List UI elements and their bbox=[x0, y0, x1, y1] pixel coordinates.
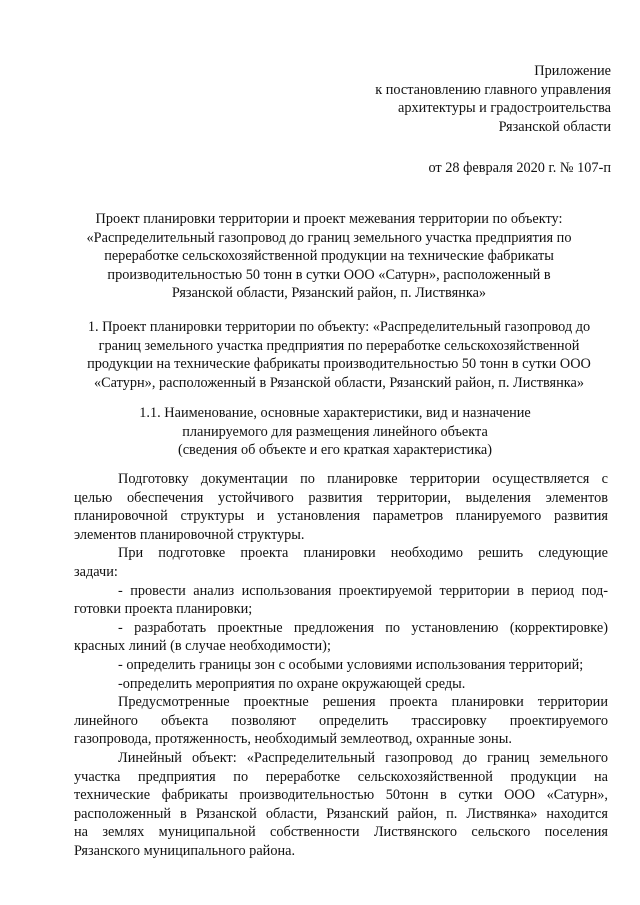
document-title bbox=[70, 210, 588, 303]
appendix-header bbox=[191, 62, 611, 178]
body-line: газопровода, протяженность, необходимый землеотвод, охранные зоны. bbox=[74, 731, 512, 748]
body-line: При подготовке проекта планировки необходимо решить следующие bbox=[118, 545, 608, 562]
appendix-line: архитектуры и градостроительства bbox=[397, 100, 611, 117]
body-line: участка предприятия по переработке сельскохозяйственной продукции на bbox=[74, 768, 608, 785]
title-line: Проект планировки территории и проект межевания территории по объекту: bbox=[95, 211, 563, 227]
appendix-date: от 28 февраля 2020 г. № 107-п bbox=[428, 160, 611, 177]
body-line: - определить границы зон с особыми условиями использования территорий; bbox=[118, 656, 584, 673]
section-1-1-line: (сведения об объекте и его краткая характеристика) bbox=[177, 442, 493, 459]
title-line: производительностью 50 тонн в сутки ООО «Сатурн», расположенный в bbox=[107, 266, 551, 283]
body-text bbox=[74, 470, 608, 860]
body-line: на землях муниципальной собственности Листвянского сельского поселения bbox=[74, 824, 608, 841]
body-line: - разработать проектные предложения по установлению (корректировке) bbox=[118, 619, 608, 636]
body-line: расположенный в Рязанской области, Рязанский район, п. Листвянка» находится bbox=[74, 805, 608, 822]
appendix-line: к постановлению главного управления bbox=[375, 81, 611, 98]
section-1-1-line: планируемого для размещения линейного объекта bbox=[182, 423, 488, 440]
body-line: готовки проекта планировки; bbox=[74, 601, 253, 618]
body-line: Линейный объект: «Распределительный газопровод до границ земельного bbox=[118, 749, 608, 766]
body-line: элементов планировочной структуры. bbox=[74, 526, 305, 543]
body-line: Рязанского муниципального района. bbox=[74, 842, 296, 859]
body-line: планировочной структуры и установления параметров планируемого развития bbox=[74, 508, 608, 525]
body-line: линейного объекта позволяют определить трассировку проектируемого bbox=[74, 712, 608, 729]
body-line: - провести анализ использования проектируемой территории в период под- bbox=[118, 582, 608, 599]
body-line: задачи: bbox=[74, 563, 118, 580]
section-1-1-line: 1.1. Наименование, основные характеристики, вид и назначение bbox=[139, 405, 531, 421]
section-1-1-heading bbox=[70, 404, 600, 460]
section-1-line: «Сатурн», расположенный в Рязанской области, Рязанский район, п. Листвянка» bbox=[94, 374, 584, 391]
title-line: переработке сельскохозяйственной продукции на технические фабрикаты bbox=[104, 248, 554, 265]
body-line: -определить мероприятия по охране окружающей среды. bbox=[118, 675, 466, 692]
body-line: технические фабрикаты производительностью 50тонн в сутки ООО «Сатурн», bbox=[74, 787, 608, 804]
body-line: красных линий (в случае необходимости); bbox=[74, 638, 331, 655]
body-line: Подготовку документации по планировке территории осуществляется с bbox=[118, 471, 608, 487]
appendix-line: Рязанской области bbox=[498, 118, 611, 135]
title-line: «Распределительный газопровод до границ земельного участка предприятия по bbox=[86, 229, 572, 246]
section-1-heading bbox=[70, 318, 608, 392]
section-1-line: 1. Проект планировки территории по объекту: «Распределительный газопровод до bbox=[87, 319, 591, 335]
body-line: Предусмотренные проектные решения проекта планировки территории bbox=[118, 694, 608, 711]
body-line: целью обеспечения устойчивого развития территории, выделения элементов bbox=[74, 489, 608, 506]
appendix-line: Приложение bbox=[534, 63, 611, 79]
section-1-line: продукции на технические фабрикаты производительностью 50 тонн в сутки ООО bbox=[87, 356, 591, 373]
section-1-line: границ земельного участка предприятия по переработке сельскохозяйственной bbox=[98, 337, 580, 354]
title-line: Рязанской области, Рязанский район, п. Листвянка» bbox=[171, 285, 487, 302]
